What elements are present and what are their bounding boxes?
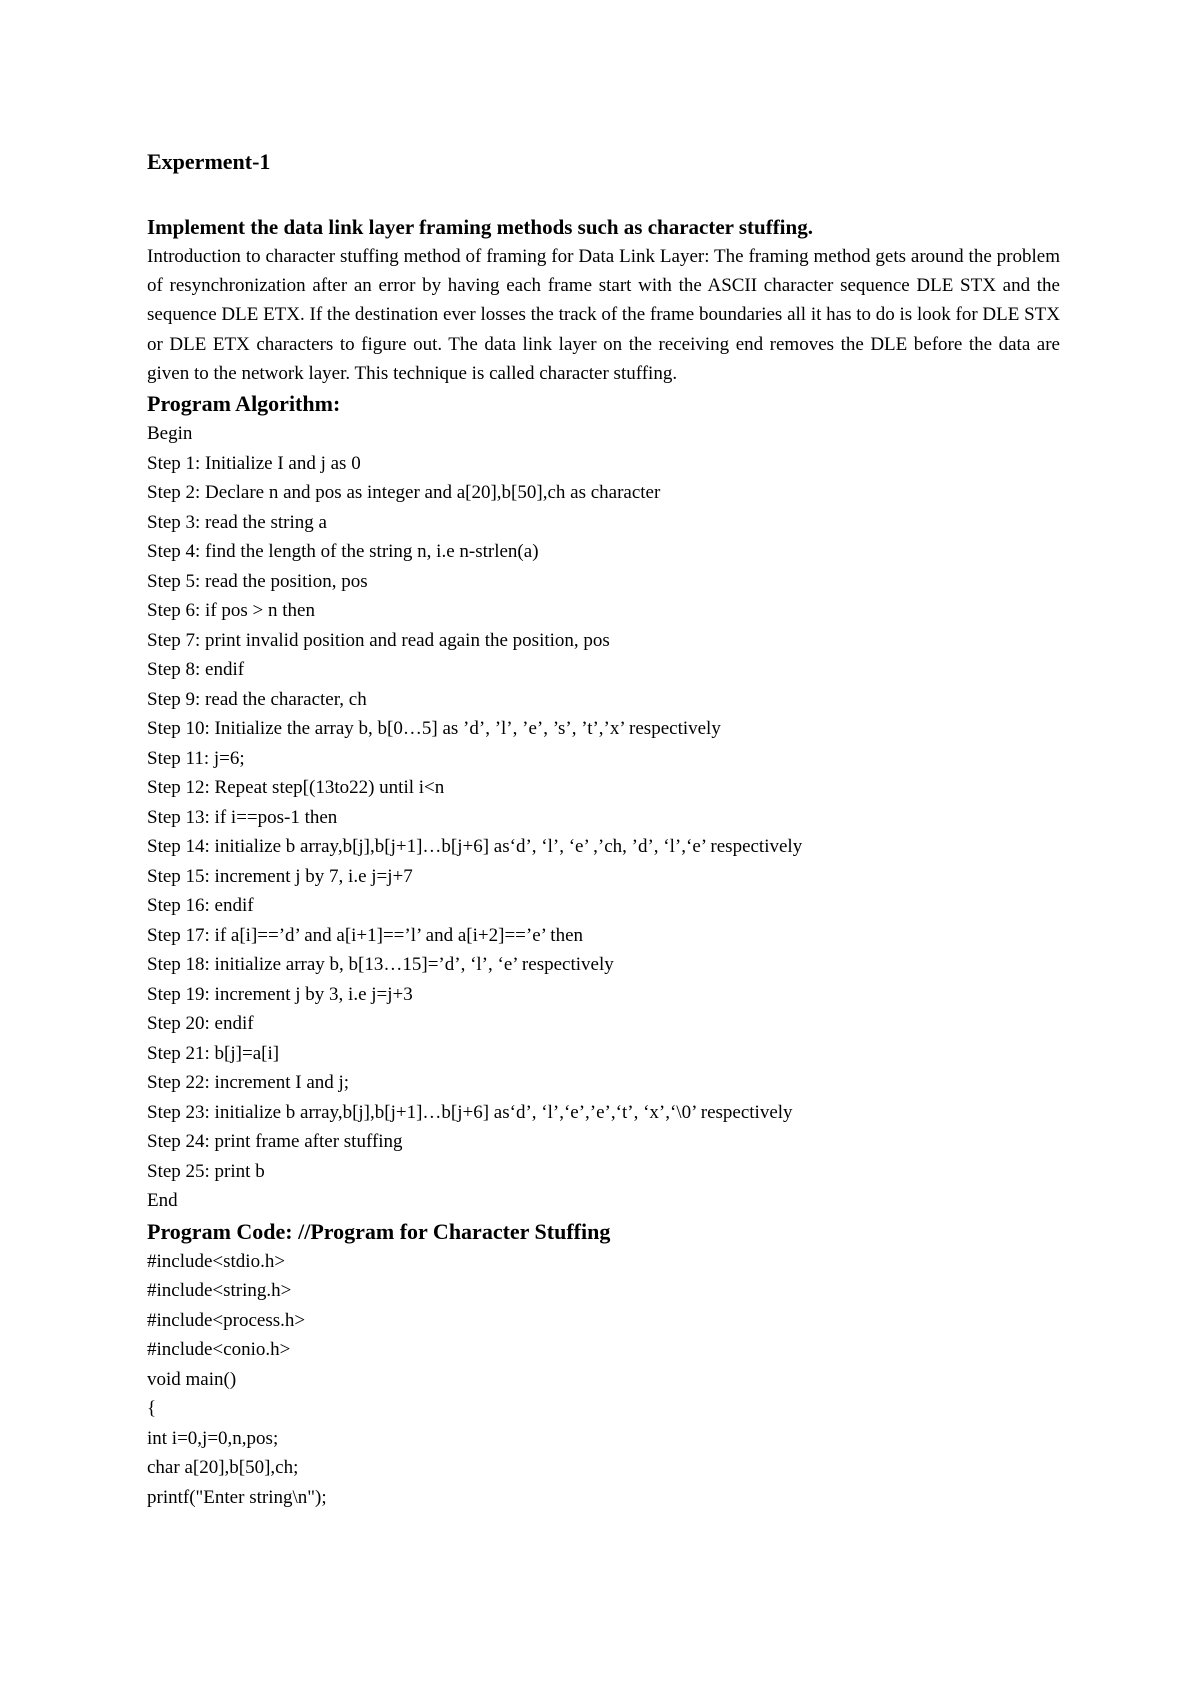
algorithm-step: Step 25: print b	[147, 1160, 265, 1182]
algorithm-step: Step 12: Repeat step[(13to22) until i<n	[147, 777, 445, 799]
algorithm-step: Step 24: print frame after stuffing	[147, 1131, 403, 1153]
code-line: printf("Enter string\n");	[147, 1486, 327, 1508]
document-title: Experment-1	[147, 149, 271, 174]
code-line: char a[20],b[50],ch;	[147, 1457, 299, 1479]
algorithm-step: Step 18: initialize array b, b[13…15]=’d’, ‘l’, ‘e’ respectively	[147, 954, 614, 976]
algorithm-step: Step 2: Declare n and pos as integer and a[20],b[50],ch as character	[147, 482, 661, 504]
code-line: #include<stdio.h>	[147, 1250, 286, 1272]
aim-heading: Implement the data link layer framing methods such as character stuffing.	[147, 215, 813, 239]
algorithm-heading: Program Algorithm:	[147, 391, 341, 417]
code-line: void main()	[147, 1368, 237, 1390]
code-line: #include<process.h>	[147, 1309, 306, 1331]
algorithm-step: Step 11: j=6;	[147, 747, 245, 769]
algorithm-step: Step 13: if i==pos-1 then	[147, 806, 338, 828]
spacer	[147, 176, 1060, 213]
algorithm-step: Step 23: initialize b array,b[j],b[j+1]…b[j+6] as‘d’, ‘l’,‘e’,’e’,‘t’, ‘x’,‘\0’ respectively	[147, 1101, 793, 1123]
algorithm-step: Step 6: if pos > n then	[147, 600, 315, 622]
code-line: int i=0,j=0,n,pos;	[147, 1427, 279, 1449]
algorithm-step: Step 14: initialize b array,b[j],b[j+1]…b[j+6] as‘d’, ‘l’, ‘e’ ,’ch, ’d’, ‘l’,‘e’ respectively	[147, 836, 803, 858]
algorithm-step: Step 16: endif	[147, 895, 254, 917]
document-page	[147, 148, 1060, 1512]
code-line: #include<string.h>	[147, 1280, 292, 1302]
algorithm-step: Step 21: b[j]=a[i]	[147, 1042, 280, 1064]
algorithm-step: Step 7: print invalid position and read again the position, pos	[147, 629, 610, 651]
algorithm-step: Step 22: increment I and j;	[147, 1072, 350, 1094]
algorithm-steps	[147, 419, 1060, 1216]
algorithm-step: Step 3: read the string a	[147, 511, 327, 533]
algorithm-step: Step 17: if a[i]==’d’ and a[i+1]==’l’ and a[i+2]==’e’ then	[147, 924, 584, 946]
algorithm-step: Step 15: increment j by 7, i.e j=j+7	[147, 865, 413, 887]
algorithm-step: Step 4: find the length of the string n, i.e n-strlen(a)	[147, 541, 539, 563]
introduction-paragraph: Introduction to character stuffing method of framing for Data Link Layer: The framing method gets around the problem of resynchronization after an error by having each frame start with the ASCII character sequence DLE STX and the sequence DLE ETX. If the destination ever losses the track of the frame boundaries all it has to do is look for DLE STX or DLE ETX characters to figure out. The data link layer on the receiving end removes the DLE before the data are given to the network layer. This technique is called character stuffing.	[147, 246, 1060, 384]
code-line: {	[147, 1398, 157, 1420]
code-line: #include<conio.h>	[147, 1339, 291, 1361]
algorithm-step: Step 1: Initialize I and j as 0	[147, 452, 361, 474]
algorithm-step: Begin	[147, 423, 193, 445]
algorithm-step: Step 20: endif	[147, 1013, 254, 1035]
algorithm-step: Step 19: increment j by 3, i.e j=j+3	[147, 983, 413, 1005]
algorithm-step: Step 8: endif	[147, 659, 245, 681]
algorithm-step: Step 5: read the position, pos	[147, 570, 368, 592]
algorithm-step: End	[147, 1190, 178, 1212]
code-heading: Program Code: //Program for Character Stuffing	[147, 1218, 611, 1244]
algorithm-step: Step 10: Initialize the array b, b[0…5] as ’d’, ’l’, ’e’, ’s’, ’t’,’x’ respectively	[147, 718, 721, 740]
program-code	[147, 1247, 1060, 1513]
algorithm-step: Step 9: read the character, ch	[147, 688, 367, 710]
